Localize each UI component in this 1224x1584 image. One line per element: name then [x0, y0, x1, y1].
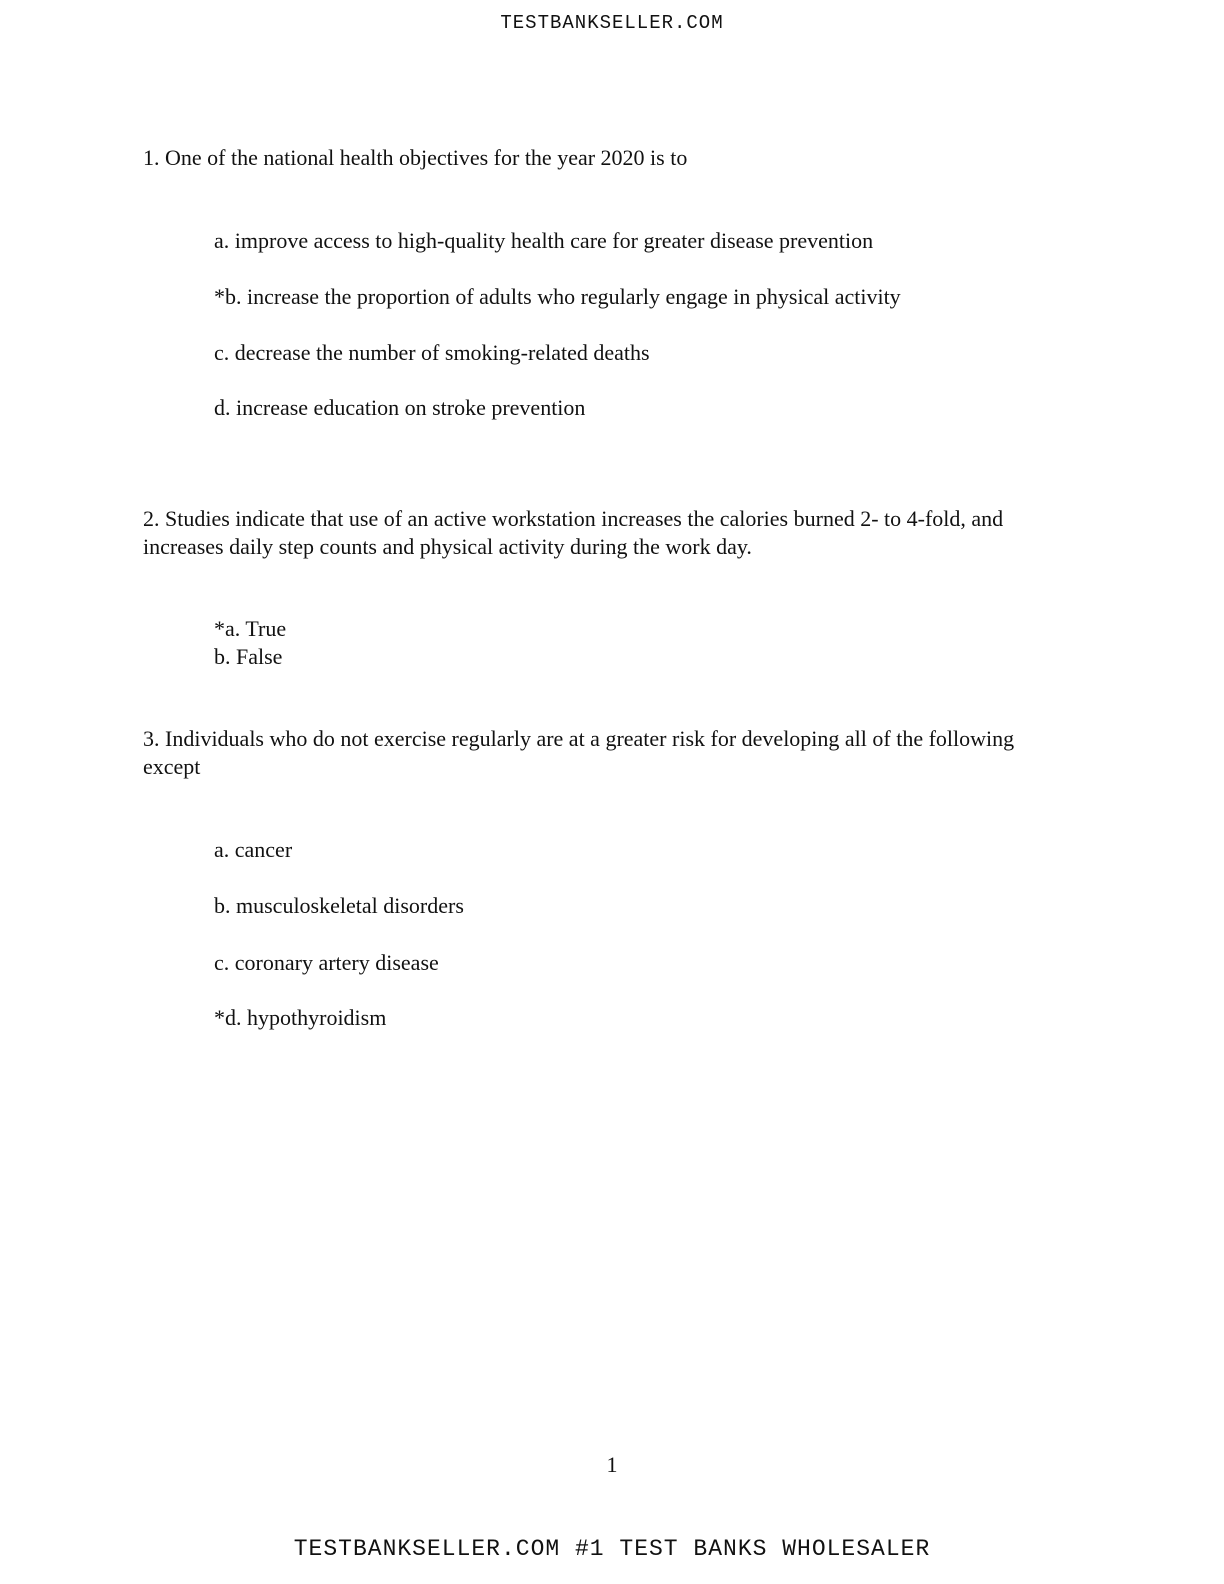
- question-3-option-b: b. musculoskeletal disorders: [214, 893, 464, 918]
- question-2-option-a: *a. True: [214, 616, 287, 641]
- question-3-text: 3. Individuals who do not exercise regularly are at a greater risk for developing all of the following except: [143, 726, 1015, 779]
- question-1-option-a: a. improve access to high-quality health care for greater disease prevention: [214, 228, 874, 253]
- question-2-option-b: b. False: [214, 644, 283, 669]
- question-2-text: 2. Studies indicate that use of an active workstation increases the calories burned 2- to 4-fold, and increases daily step counts and physical activity during the work day.: [143, 506, 1004, 559]
- question-1-text: 1. One of the national health objectives for the year 2020 is to: [143, 145, 688, 170]
- page-header: TESTBANKSELLER.COM: [500, 12, 724, 34]
- question-1-option-d: d. increase education on stroke prevention: [214, 395, 586, 420]
- question-3-option-d: *d. hypothyroidism: [214, 1005, 387, 1030]
- page-footer: TESTBANKSELLER.COM #1 TEST BANKS WHOLESALER: [293, 1536, 931, 1562]
- question-3-option-a: a. cancer: [214, 837, 293, 862]
- question-1-option-b: *b. increase the proportion of adults who regularly engage in physical activity: [214, 284, 901, 309]
- page-number: 1: [606, 1452, 618, 1477]
- question-1-option-c: c. decrease the number of smoking-related deaths: [214, 340, 650, 365]
- question-3-option-c: c. coronary artery disease: [214, 950, 439, 975]
